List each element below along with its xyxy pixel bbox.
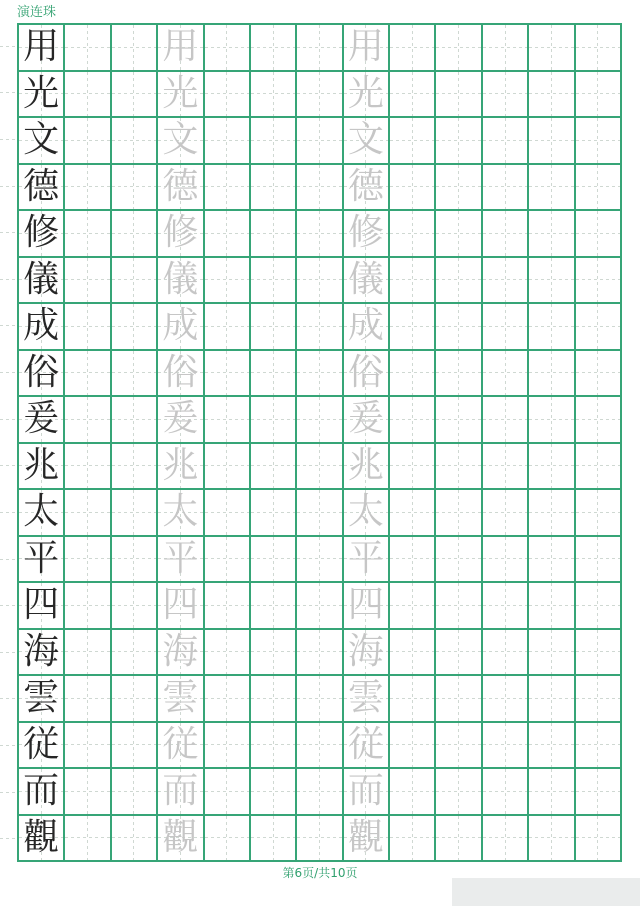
row-center-dash-tick: [0, 163, 16, 210]
practice-cell: [297, 397, 341, 442]
practice-cell: [529, 769, 573, 814]
practice-cell: [576, 258, 620, 303]
practice-cell: [576, 769, 620, 814]
practice-cell: [576, 165, 620, 210]
practice-cell: [436, 490, 480, 535]
row-center-dash-tick: [0, 396, 16, 443]
practice-cell: [529, 25, 573, 70]
practice-cell: [483, 816, 527, 861]
practice-cell: [297, 72, 341, 117]
practice-cell: [65, 490, 109, 535]
practice-cell: [112, 583, 156, 628]
practice-cell: [297, 537, 341, 582]
practice-cell: [576, 583, 620, 628]
practice-cell: [297, 583, 341, 628]
model-character-cell: 雲: [19, 676, 63, 721]
practice-cell: [390, 444, 434, 489]
practice-cell: [390, 25, 434, 70]
practice-cell: [436, 258, 480, 303]
row-center-dash-tick: [0, 116, 16, 163]
practice-cell: [529, 258, 573, 303]
practice-cell: [251, 72, 295, 117]
practice-cell: [390, 165, 434, 210]
trace-character-cell: 雲: [158, 676, 202, 721]
practice-cell: [205, 397, 249, 442]
practice-cell: [483, 397, 527, 442]
practice-cell: [390, 630, 434, 675]
practice-cell: [390, 583, 434, 628]
practice-cell: [112, 25, 156, 70]
practice-cell: [390, 769, 434, 814]
practice-cell: [297, 351, 341, 396]
practice-cell: [390, 537, 434, 582]
practice-cell: [483, 537, 527, 582]
practice-cell: [529, 165, 573, 210]
row-center-dash-tick: [0, 629, 16, 676]
row-center-dash-tick: [0, 582, 16, 629]
row-center-dash-tick: [0, 769, 16, 816]
practice-cell: [436, 304, 480, 349]
trace-character-cell: 而: [344, 769, 388, 814]
trace-character-cell: 用: [344, 25, 388, 70]
model-character-cell: 修: [19, 211, 63, 256]
practice-cell: [251, 351, 295, 396]
model-character-cell: 用: [19, 25, 63, 70]
practice-cell: [112, 118, 156, 163]
practice-cell: [251, 165, 295, 210]
practice-cell: [65, 816, 109, 861]
practice-cell: [576, 816, 620, 861]
model-character-cell: 兆: [19, 444, 63, 489]
practice-cell: [483, 118, 527, 163]
practice-cell: [436, 25, 480, 70]
practice-cell: [436, 211, 480, 256]
practice-cell: [390, 304, 434, 349]
practice-cell: [297, 769, 341, 814]
practice-cell: [205, 72, 249, 117]
practice-cell: [205, 676, 249, 721]
practice-cell: [297, 258, 341, 303]
practice-cell: [390, 351, 434, 396]
row-center-dash-tick: [0, 722, 16, 769]
practice-cell: [251, 444, 295, 489]
practice-cell: [205, 304, 249, 349]
trace-character-cell: 光: [158, 72, 202, 117]
trace-character-cell: 修: [344, 211, 388, 256]
row-center-dash-tick: [0, 303, 16, 350]
practice-cell: [576, 72, 620, 117]
practice-cell: [65, 444, 109, 489]
practice-cell: [483, 676, 527, 721]
practice-cell: [529, 351, 573, 396]
practice-cell: [205, 630, 249, 675]
trace-character-cell: 太: [158, 490, 202, 535]
model-character-cell: 成: [19, 304, 63, 349]
practice-cell: [436, 537, 480, 582]
practice-cell: [576, 723, 620, 768]
practice-cell: [576, 25, 620, 70]
trace-character-cell: 海: [158, 630, 202, 675]
practice-cell: [529, 444, 573, 489]
practice-cell: [251, 676, 295, 721]
practice-cell: [576, 118, 620, 163]
page-number: 第6页/共10页: [282, 866, 358, 880]
practice-cell: [390, 258, 434, 303]
practice-cell: [65, 118, 109, 163]
practice-cell: [483, 723, 527, 768]
practice-cell: [297, 118, 341, 163]
practice-cell: [205, 583, 249, 628]
practice-cell: [483, 25, 527, 70]
practice-cell: [390, 211, 434, 256]
practice-cell: [297, 676, 341, 721]
practice-cell: [483, 490, 527, 535]
practice-cell: [390, 816, 434, 861]
model-character-cell: 爰: [19, 397, 63, 442]
practice-cell: [112, 537, 156, 582]
row-center-dash-tick: [0, 489, 16, 536]
practice-cell: [297, 630, 341, 675]
left-edge-dash-ticks: [0, 23, 16, 862]
practice-cell: [65, 583, 109, 628]
practice-cell: [529, 72, 573, 117]
practice-cell: [483, 630, 527, 675]
practice-cell: [483, 211, 527, 256]
practice-cell: [205, 723, 249, 768]
practice-cell: [251, 304, 295, 349]
model-character-cell: 觀: [19, 816, 63, 861]
row-center-dash-tick: [0, 442, 16, 489]
practice-cell: [576, 444, 620, 489]
practice-cell: [251, 25, 295, 70]
practice-cell: [529, 537, 573, 582]
practice-cell: [436, 816, 480, 861]
practice-cell: [576, 676, 620, 721]
practice-cell: [65, 723, 109, 768]
trace-character-cell: 儀: [158, 258, 202, 303]
practice-cell: [576, 304, 620, 349]
model-character-cell: 德: [19, 165, 63, 210]
practice-cell: [251, 583, 295, 628]
practice-cell: [529, 490, 573, 535]
trace-character-cell: 太: [344, 490, 388, 535]
row-center-dash-tick: [0, 815, 16, 862]
practice-cell: [65, 769, 109, 814]
sheet-title: 演连珠: [17, 5, 57, 20]
practice-cell: [65, 25, 109, 70]
row-center-dash-tick: [0, 209, 16, 256]
trace-character-cell: 爰: [158, 397, 202, 442]
trace-character-cell: 修: [158, 211, 202, 256]
watermark-block: [452, 878, 640, 906]
trace-character-cell: 德: [158, 165, 202, 210]
trace-character-cell: 文: [344, 118, 388, 163]
trace-character-cell: 四: [344, 583, 388, 628]
practice-cell: [112, 258, 156, 303]
trace-character-cell: 成: [158, 304, 202, 349]
model-character-cell: 而: [19, 769, 63, 814]
practice-cell: [65, 165, 109, 210]
row-center-dash-tick: [0, 256, 16, 303]
practice-cell: [112, 769, 156, 814]
practice-cell: [483, 258, 527, 303]
practice-cell: [529, 118, 573, 163]
practice-cell: [436, 630, 480, 675]
practice-cell: [251, 769, 295, 814]
practice-cell: [529, 304, 573, 349]
practice-cell: [65, 351, 109, 396]
practice-cell: [205, 351, 249, 396]
practice-cell: [205, 165, 249, 210]
practice-cell: [65, 72, 109, 117]
row-center-dash-tick: [0, 349, 16, 396]
practice-cell: [205, 118, 249, 163]
practice-cell: [251, 397, 295, 442]
trace-character-cell: 従: [158, 723, 202, 768]
trace-character-cell: 爰: [344, 397, 388, 442]
model-character-cell: 俗: [19, 351, 63, 396]
practice-cell: [251, 816, 295, 861]
trace-character-cell: 俗: [158, 351, 202, 396]
trace-character-cell: 儀: [344, 258, 388, 303]
practice-cell: [112, 72, 156, 117]
practice-cell: [112, 397, 156, 442]
practice-cell: [205, 537, 249, 582]
practice-cell: [436, 165, 480, 210]
trace-character-cell: 従: [344, 723, 388, 768]
practice-cell: [576, 630, 620, 675]
practice-cell: [297, 816, 341, 861]
model-character-cell: 従: [19, 723, 63, 768]
model-character-cell: 儀: [19, 258, 63, 303]
practice-cell: [297, 25, 341, 70]
model-character-cell: 四: [19, 583, 63, 628]
practice-cell: [251, 537, 295, 582]
practice-cell: [205, 211, 249, 256]
practice-cell: [112, 211, 156, 256]
practice-cell: [436, 769, 480, 814]
practice-cell: [112, 630, 156, 675]
trace-character-cell: 平: [344, 537, 388, 582]
practice-cell: [529, 816, 573, 861]
practice-cell: [483, 444, 527, 489]
trace-character-cell: 光: [344, 72, 388, 117]
practice-cell: [483, 769, 527, 814]
practice-cell: [576, 397, 620, 442]
row-center-dash-tick: [0, 70, 16, 117]
practice-cell: [436, 118, 480, 163]
trace-character-cell: 成: [344, 304, 388, 349]
practice-cell: [65, 211, 109, 256]
practice-cell: [65, 676, 109, 721]
trace-character-cell: 平: [158, 537, 202, 582]
practice-cell: [576, 490, 620, 535]
model-character-cell: 太: [19, 490, 63, 535]
practice-cell: [436, 444, 480, 489]
row-center-dash-tick: [0, 23, 16, 70]
practice-cell: [576, 537, 620, 582]
practice-cell: [297, 165, 341, 210]
practice-cell: [205, 769, 249, 814]
practice-cell: [65, 304, 109, 349]
practice-cell: [390, 723, 434, 768]
trace-character-cell: 兆: [158, 444, 202, 489]
model-character-cell: 光: [19, 72, 63, 117]
practice-cell: [576, 351, 620, 396]
practice-cell: [112, 490, 156, 535]
practice-cell: [390, 118, 434, 163]
practice-cell: [112, 676, 156, 721]
trace-character-cell: 文: [158, 118, 202, 163]
row-center-dash-tick: [0, 676, 16, 723]
trace-character-cell: 用: [158, 25, 202, 70]
trace-character-cell: 觀: [158, 816, 202, 861]
practice-cell: [251, 118, 295, 163]
practice-cell: [251, 211, 295, 256]
practice-cell: [297, 211, 341, 256]
trace-character-cell: 兆: [344, 444, 388, 489]
practice-cell: [251, 490, 295, 535]
practice-cell: [390, 397, 434, 442]
row-center-dash-tick: [0, 536, 16, 583]
practice-cell: [436, 397, 480, 442]
practice-cell: [251, 630, 295, 675]
practice-cell: [483, 72, 527, 117]
trace-character-cell: 而: [158, 769, 202, 814]
practice-cell: [390, 490, 434, 535]
trace-character-cell: 四: [158, 583, 202, 628]
practice-cell: [529, 723, 573, 768]
practice-cell: [112, 723, 156, 768]
practice-cell: [297, 723, 341, 768]
practice-cell: [251, 258, 295, 303]
practice-cell: [390, 72, 434, 117]
practice-cell: [112, 444, 156, 489]
practice-cell: [529, 583, 573, 628]
practice-cell: [65, 397, 109, 442]
practice-cell: [112, 816, 156, 861]
practice-cell: [529, 211, 573, 256]
practice-cell: [65, 258, 109, 303]
practice-cell: [436, 72, 480, 117]
practice-cell: [529, 630, 573, 675]
trace-character-cell: 雲: [344, 676, 388, 721]
copybook-grid: [17, 23, 622, 862]
practice-cell: [112, 304, 156, 349]
practice-cell: [205, 25, 249, 70]
model-character-cell: 平: [19, 537, 63, 582]
practice-cell: [297, 304, 341, 349]
practice-cell: [65, 537, 109, 582]
practice-cell: [297, 444, 341, 489]
practice-cell: [65, 630, 109, 675]
practice-cell: [112, 165, 156, 210]
practice-cell: [205, 816, 249, 861]
practice-cell: [205, 444, 249, 489]
trace-character-cell: 德: [344, 165, 388, 210]
practice-cell: [483, 351, 527, 396]
practice-cell: [483, 583, 527, 628]
model-character-cell: 文: [19, 118, 63, 163]
practice-cell: [529, 397, 573, 442]
practice-cell: [529, 676, 573, 721]
practice-cell: [205, 258, 249, 303]
practice-cell: [436, 723, 480, 768]
practice-cell: [436, 583, 480, 628]
practice-cell: [436, 351, 480, 396]
practice-cell: [297, 490, 341, 535]
trace-character-cell: 俗: [344, 351, 388, 396]
practice-cell: [483, 165, 527, 210]
practice-cell: [483, 304, 527, 349]
trace-character-cell: 觀: [344, 816, 388, 861]
trace-character-cell: 海: [344, 630, 388, 675]
practice-cell: [205, 490, 249, 535]
practice-cell: [390, 676, 434, 721]
model-character-cell: 海: [19, 630, 63, 675]
practice-cell: [112, 351, 156, 396]
practice-cell: [576, 211, 620, 256]
practice-cell: [251, 723, 295, 768]
practice-cell: [436, 676, 480, 721]
